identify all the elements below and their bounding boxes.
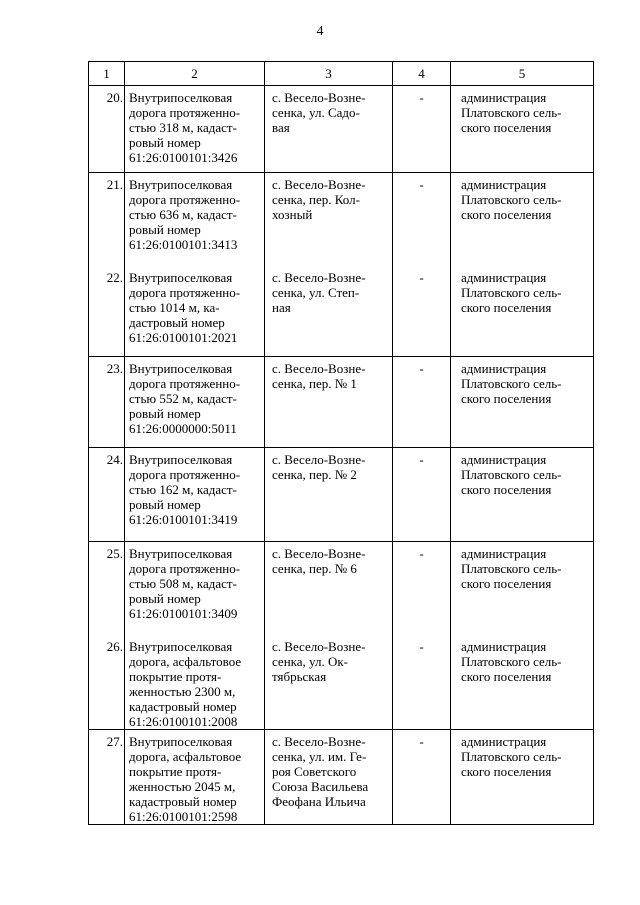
object-owner: администрация Платовского сель- ского поселения [451, 542, 594, 636]
table-row [89, 173, 594, 267]
column-4-value: - [393, 542, 451, 636]
row-number: 24. [89, 448, 125, 542]
row-number: 23. [89, 357, 125, 448]
object-owner: администрация Платовского сель- ского поселения [451, 266, 594, 357]
object-name: Внутрипоселковая дорога, асфальтовое покрытие протя- женностью 2045 м, кадастровый номер 61:26:0100101:2598 [125, 730, 265, 825]
object-name: Внутрипоселковая дорога протяженно- стью 1014 м, ка- дастровый номер 61:26:0100101:2021 [125, 266, 265, 357]
registry-table [88, 61, 594, 825]
object-owner: администрация Платовского сель- ского поселения [451, 730, 594, 825]
table-row [89, 448, 594, 542]
object-owner: администрация Платовского сель- ского поселения [451, 448, 594, 542]
object-owner: администрация Платовского сель- ского поселения [451, 357, 594, 448]
object-address: с. Весело-Возне- сенка, пер. № 2 [265, 448, 393, 542]
object-owner: администрация Платовского сель- ского поселения [451, 635, 594, 730]
row-number: 25. [89, 542, 125, 636]
table-row [89, 266, 594, 357]
table-row [89, 635, 594, 730]
column-header-2: 2 [125, 62, 265, 86]
object-owner: администрация Платовского сель- ского поселения [451, 86, 594, 173]
column-header-4: 4 [393, 62, 451, 86]
object-name: Внутрипоселковая дорога протяженно- стью 318 м, кадаст- ровый номер 61:26:0100101:3426 [125, 86, 265, 173]
object-address: с. Весело-Возне- сенка, ул. Садо- вая [265, 86, 393, 173]
object-address: с. Весело-Возне- сенка, пер. № 6 [265, 542, 393, 636]
row-number: 27. [89, 730, 125, 825]
table-row [89, 357, 594, 448]
table-row [89, 542, 594, 636]
object-name: Внутрипоселковая дорога протяженно- стью 508 м, кадаст- ровый номер 61:26:0100101:3409 [125, 542, 265, 636]
object-address: с. Весело-Возне- сенка, ул. Степ- ная [265, 266, 393, 357]
row-number: 22. [89, 266, 125, 357]
row-number: 20. [89, 86, 125, 173]
row-number: 21. [89, 173, 125, 267]
header-row [89, 62, 594, 86]
object-address: с. Весело-Возне- сенка, ул. им. Ге- роя Советского Союза Васильева Феофана Ильича [265, 730, 393, 825]
table-row [89, 86, 594, 173]
object-address: с. Весело-Возне- сенка, пер. № 1 [265, 357, 393, 448]
column-4-value: - [393, 448, 451, 542]
object-address: с. Весело-Возне- сенка, ул. Ок- тябрьская [265, 635, 393, 730]
column-4-value: - [393, 173, 451, 267]
column-header-5: 5 [451, 62, 594, 86]
column-4-value: - [393, 730, 451, 825]
object-name: Внутрипоселковая дорога, асфальтовое покрытие протя- женностью 2300 м, кадастровый номер 61:26:0100101:2008 [125, 635, 265, 730]
row-number: 26. [89, 635, 125, 730]
object-name: Внутрипоселковая дорога протяженно- стью 636 м, кадаст- ровый номер 61:26:0100101:3413 [125, 173, 265, 267]
object-address: с. Весело-Возне- сенка, пер. Кол- хозный [265, 173, 393, 267]
object-name: Внутрипоселковая дорога протяженно- стью 162 м, кадаст- ровый номер 61:26:0100101:3419 [125, 448, 265, 542]
table-row [89, 730, 594, 825]
column-4-value: - [393, 266, 451, 357]
object-owner: администрация Платовского сель- ского поселения [451, 173, 594, 267]
column-header-3: 3 [265, 62, 393, 86]
column-4-value: - [393, 86, 451, 173]
object-name: Внутрипоселковая дорога протяженно- стью 552 м, кадаст- ровый номер 61:26:0000000:5011 [125, 357, 265, 448]
page-number: 4 [316, 24, 324, 39]
column-4-value: - [393, 635, 451, 730]
column-4-value: - [393, 357, 451, 448]
column-header-1: 1 [89, 62, 125, 86]
